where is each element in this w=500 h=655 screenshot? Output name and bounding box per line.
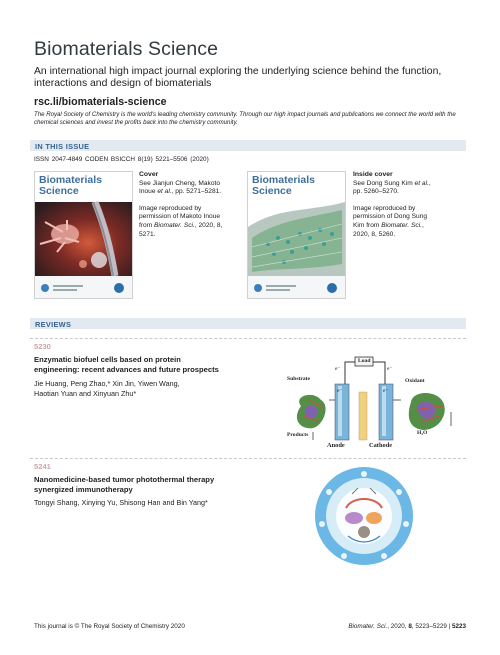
fig-electron-label-1: e⁻ [335,366,341,372]
in-this-issue-bar [30,140,466,151]
article-title-link[interactable]: Nanomedicine-based tumor photothermal therapy synergized immunotherapy [34,475,215,494]
journal-subtitle: An international high impact journal exploring the underlying science behind the function, interactions and design of biomaterials [34,66,442,89]
inside-cover-masthead-line2: Science [252,184,292,197]
cover-perm-line1: Image reproduced by [139,204,202,212]
fig-electron-label-2: e⁻ [387,366,393,372]
footer-page-number: 5223 [451,623,466,630]
inside-cover-label: Inside cover [353,171,393,178]
divider [30,458,466,459]
cover-masthead-line1: Biomaterials [39,174,103,186]
article-page-number: 5241 [34,462,51,471]
inside-cover-caption [353,171,463,239]
cover-image[interactable] [34,171,133,299]
inside-cover-perm-line2: permission of Dong Sung [353,213,428,221]
fig-electron-label-3: e⁻ [337,388,343,394]
fig-electron-label-4: e⁻ [383,388,389,394]
article-authors: Jie Huang, Peng Zhao,* Xin Jin, Yiwen Wang, Haotian Yuan and Xinyuan Zhu* [34,379,180,398]
inside-cover-authors-line2: pp. 5260–5270. [353,188,399,196]
footer-citation: Biomater. Sci., 2020, 8, 5223–5229 | 5223 [348,623,466,630]
inside-cover-masthead-line1: Biomaterials [252,174,316,186]
journal-title: Biomaterials Science [34,38,219,60]
cover-perm-line3: from Biomater. Sci., 2020, 8, [139,221,223,229]
cover-authors-line1: See Jianjun Cheng, Makoto [139,179,221,187]
footer-copyright: This journal is © The Royal Society of Chemistry 2020 [34,623,185,630]
inside-cover-perm-line3: Kim from Biomater. Sci., [353,221,424,229]
article-title-link[interactable]: Enzymatic biofuel cells based on protein engineering: recent advances and future prospects [34,355,219,374]
fig-cathode-label: Cathode [369,442,393,449]
reviews-heading: REVIEWS [35,319,72,329]
fig-oxidant-label: Oxidant [405,378,425,384]
cover-perm-line2: permission of Makoto Inoue [139,213,220,221]
inside-cover-perm-line1: Image reproduced by [353,204,416,212]
cover-caption [139,171,239,239]
fig-h2o-label: H₂O [417,430,428,436]
article-page-number: 5230 [34,342,51,351]
in-this-issue-heading: IN THIS ISSUE [35,141,90,151]
inside-cover-authors-line1: See Dong Sung Kim et al., [353,179,431,187]
fig-load-label: Load [358,358,371,364]
journal-url-link[interactable]: rsc.li/biomaterials-science [34,96,167,108]
divider [30,338,466,339]
fig-products-label: Products [287,432,309,438]
cover-authors-line2: Inoue et al., pp. 5271–5281. [139,188,222,196]
fig-anode-label: Anode [327,442,345,449]
article-authors: Tongyi Shang, Xinying Yu, Shisong Han and Bin Yang* [34,498,208,507]
inside-cover-image[interactable] [247,171,346,299]
biofuel-cell-figure [283,356,463,454]
nanomedicine-figure [314,466,414,566]
fig-substrate-label: Substrate [287,376,310,382]
cover-label: Cover [139,171,159,178]
cover-masthead-line2: Science [39,184,79,197]
cover-perm-line4: 5271. [139,230,156,238]
inside-cover-perm-line4: 2020, 8, 5260. [353,230,396,238]
reviews-bar [30,318,466,329]
issn-line: ISSN 2047-4849 CODEN BSICCH 8(19) 5221–5506 (2020) [34,156,209,163]
rsc-blurb: The Royal Society of Chemistry is the world's leading chemistry community. Through our high impact journals and publications we connect the world with the chemical sciences and invest the profits back into the chemistry community. [34,111,456,126]
